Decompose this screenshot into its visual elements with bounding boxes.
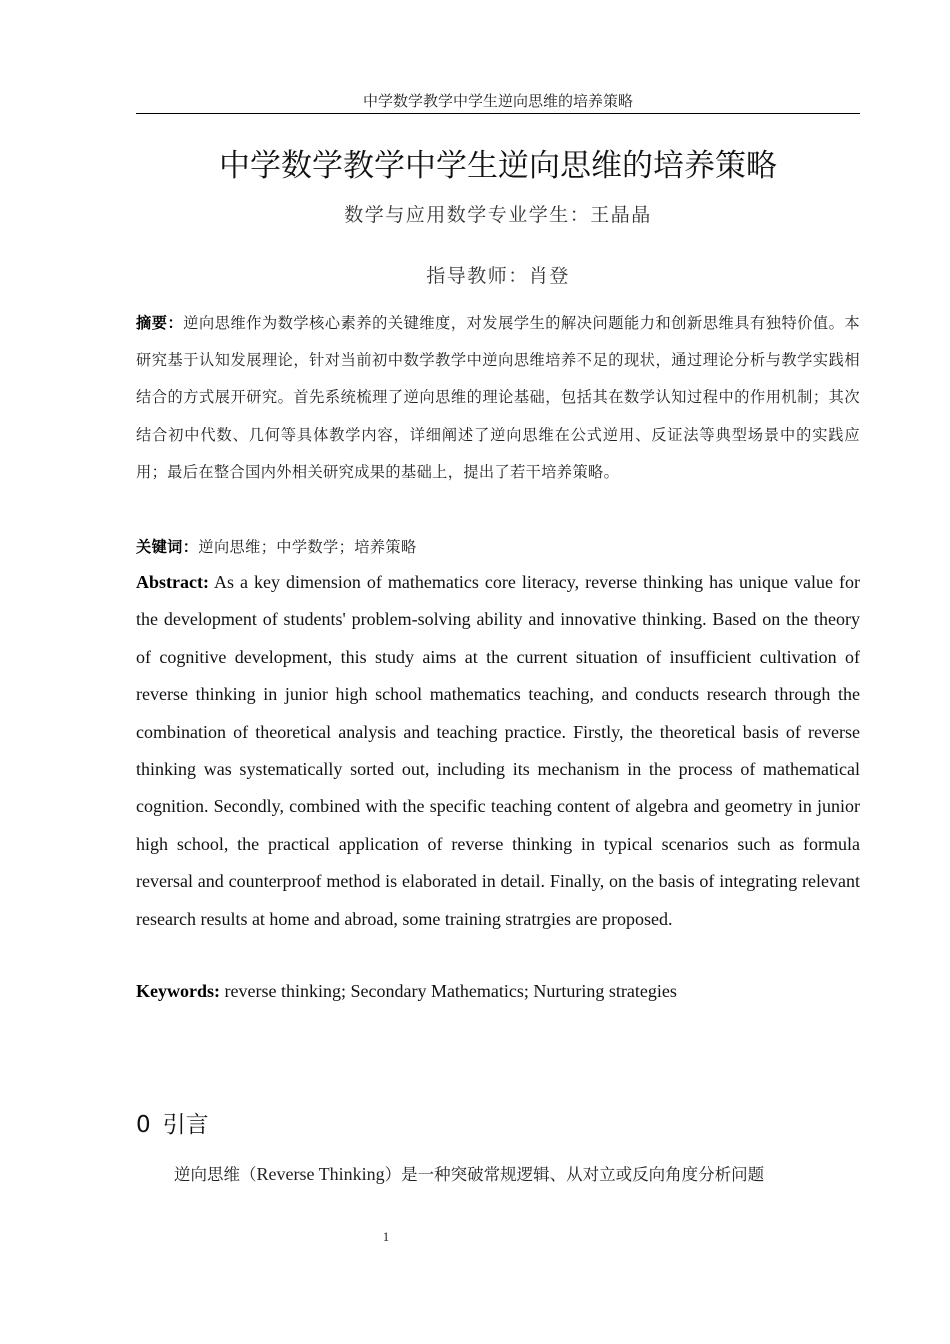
intro-text-before: 逆向思维（ bbox=[174, 1165, 257, 1184]
intro-text-latin: Reverse Thinking bbox=[256, 1164, 385, 1184]
chinese-keywords-label: 关键词： bbox=[136, 538, 199, 556]
advisor-line: 指导教师：肖登 bbox=[426, 265, 570, 287]
chinese-abstract bbox=[136, 305, 860, 491]
english-abstract-text: As a key dimension of mathematics core literacy, reverse thinking has unique value for the development of students' problem-solving ability and innovative thinking. Based on the theory of cognitive development, this study aims at the current situation of insufficient cultivation of reverse thinking in junior high school mathematics teaching, and conducts research through the combination of theoretical analysis and teaching practice. Firstly, the theoretical basis of reverse thinking was systematically sorted out, including its mechanism in the process of mathematical cognition. Secondly, combined with the specific teaching content of algebra and geometry in junior high school, the practical application of reverse thinking in typical scenarios such as formula reversal and counterproof method is elaborated in detail. Finally, on the basis of integrating relevant research results at home and abroad, some training stratrgies are proposed. bbox=[136, 572, 860, 929]
chinese-abstract-label: 摘要： bbox=[136, 314, 184, 332]
page-number: 1 bbox=[382, 1229, 390, 1244]
section-heading bbox=[136, 1106, 209, 1139]
chinese-abstract-text: 逆向思维作为数学核心素养的关键维度，对发展学生的解决问题能力和创新思维具有独特价值。本研究基于认知发展理论，针对当前初中数学教学中逆向思维培养不足的现状，通过理论分析与教学实践相结合的方式展开研究。首先系统梳理了逆向思维的理论基础，包括其在数学认知过程中的作用机制；其次结合初中代数、几何等具体教学内容，详细阐述了逆向思维在公式逆用、反证法等典型场景中的实践应用；最后在整合国内外相关研究成果的基础上，提出了若干培养策略。 bbox=[136, 314, 861, 481]
author-line: 数学与应用数学专业学生：王晶晶 bbox=[344, 204, 652, 226]
chinese-keywords-text: 逆向思维；中学数学；培养策略 bbox=[198, 538, 417, 556]
paper-title: 中学数学教学中学生逆向思维的培养策略 bbox=[219, 148, 777, 184]
english-keywords bbox=[136, 973, 860, 1010]
section-title: 引言 bbox=[162, 1112, 209, 1138]
running-header: 中学数学教学中学生逆向思维的培养策略 bbox=[362, 92, 633, 110]
intro-paragraph bbox=[136, 1157, 860, 1192]
english-keywords-text: reverse thinking; Secondary Mathematics; Nurturing strategies bbox=[224, 981, 677, 1001]
chinese-keywords bbox=[136, 529, 860, 566]
english-abstract bbox=[136, 564, 860, 938]
english-keywords-label: Keywords: bbox=[136, 981, 220, 1001]
english-abstract-label: Abstract: bbox=[136, 572, 209, 592]
section-number: 0 bbox=[136, 1112, 151, 1138]
header-rule bbox=[136, 113, 860, 114]
intro-text-after: ）是一种突破常规逻辑、从对立或反向角度分析问题 bbox=[384, 1165, 765, 1184]
